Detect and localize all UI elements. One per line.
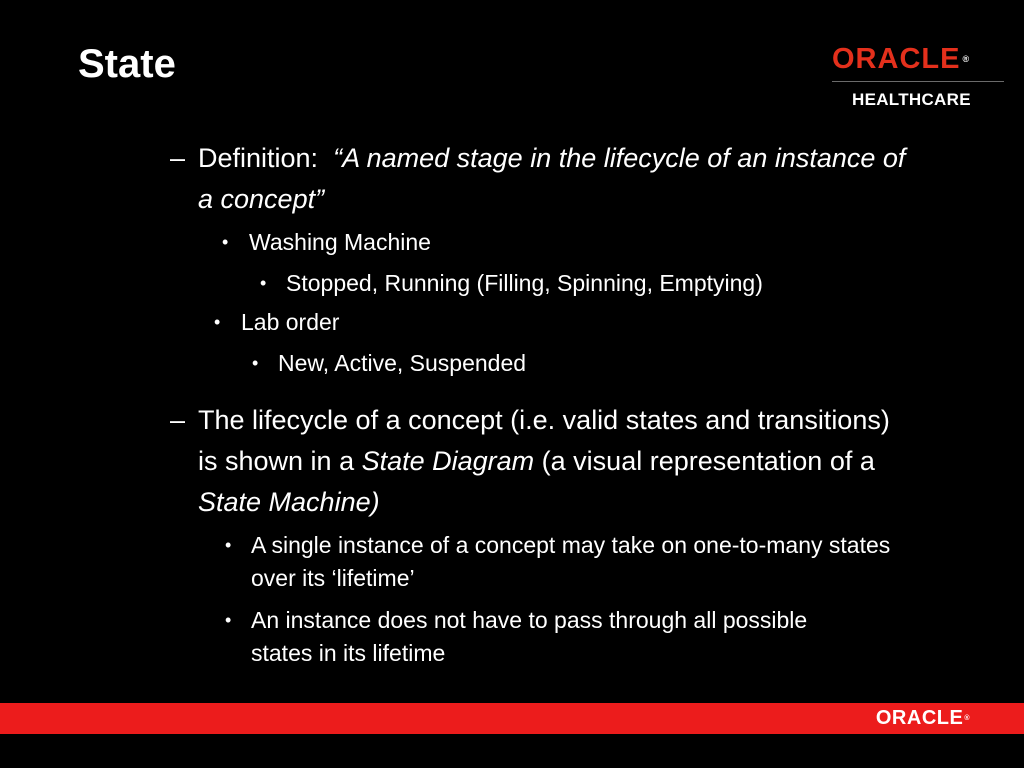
footer-strip bbox=[0, 734, 1024, 768]
bullet-marker: • bbox=[225, 535, 232, 555]
lifecycle-text-a: The lifecycle of a concept (i.e. valid states and transitions) is shown in a bbox=[198, 405, 890, 476]
slide-body bbox=[170, 138, 910, 670]
dash-marker: – bbox=[170, 405, 186, 435]
dash-marker: – bbox=[170, 143, 186, 173]
logo-divider bbox=[832, 81, 1004, 82]
oracle-logo-wordmark: ORACLE ® bbox=[832, 43, 971, 75]
list-item-text: Lab order bbox=[241, 309, 340, 335]
list-item-text: Stopped, Running (Filling, Spinning, Emptying) bbox=[286, 270, 763, 296]
lifecycle-item bbox=[170, 400, 910, 523]
definition-quote: “A named stage in the lifecycle of an instance of a concept” bbox=[198, 143, 906, 214]
list-item bbox=[214, 306, 910, 339]
footer-bar bbox=[0, 703, 1024, 734]
bullet-marker: • bbox=[225, 610, 232, 630]
list-item bbox=[252, 347, 910, 380]
list-item-text: An instance does not have to pass through all possible states in its lifetime bbox=[251, 607, 808, 666]
list-item-text: A single instance of a concept may take on one-to-many states over its ‘lifetime’ bbox=[251, 532, 891, 591]
oracle-healthcare-logo bbox=[832, 44, 1008, 110]
bullet-marker: • bbox=[222, 232, 229, 252]
lifecycle-italic-a: State Diagram bbox=[361, 446, 535, 476]
bullet-marker: • bbox=[260, 273, 267, 293]
list-item-text: Washing Machine bbox=[249, 229, 431, 255]
list-item bbox=[260, 267, 910, 300]
bullet-marker: • bbox=[252, 353, 259, 373]
bullet-marker: • bbox=[214, 312, 221, 332]
logo-subtitle: HEALTHCARE bbox=[852, 90, 971, 109]
list-item bbox=[225, 529, 911, 595]
definition-item bbox=[170, 138, 910, 220]
list-item bbox=[222, 226, 910, 259]
lifecycle-text-b: (a visual representation of a bbox=[534, 446, 875, 476]
list-item-text: New, Active, Suspended bbox=[278, 350, 527, 376]
lifecycle-italic-b: State Machine) bbox=[198, 487, 380, 517]
footer-oracle-logo: ORACLE® bbox=[875, 707, 970, 729]
definition-label: Definition: bbox=[198, 143, 319, 173]
list-item bbox=[225, 604, 861, 670]
slide-title: State bbox=[78, 42, 176, 86]
